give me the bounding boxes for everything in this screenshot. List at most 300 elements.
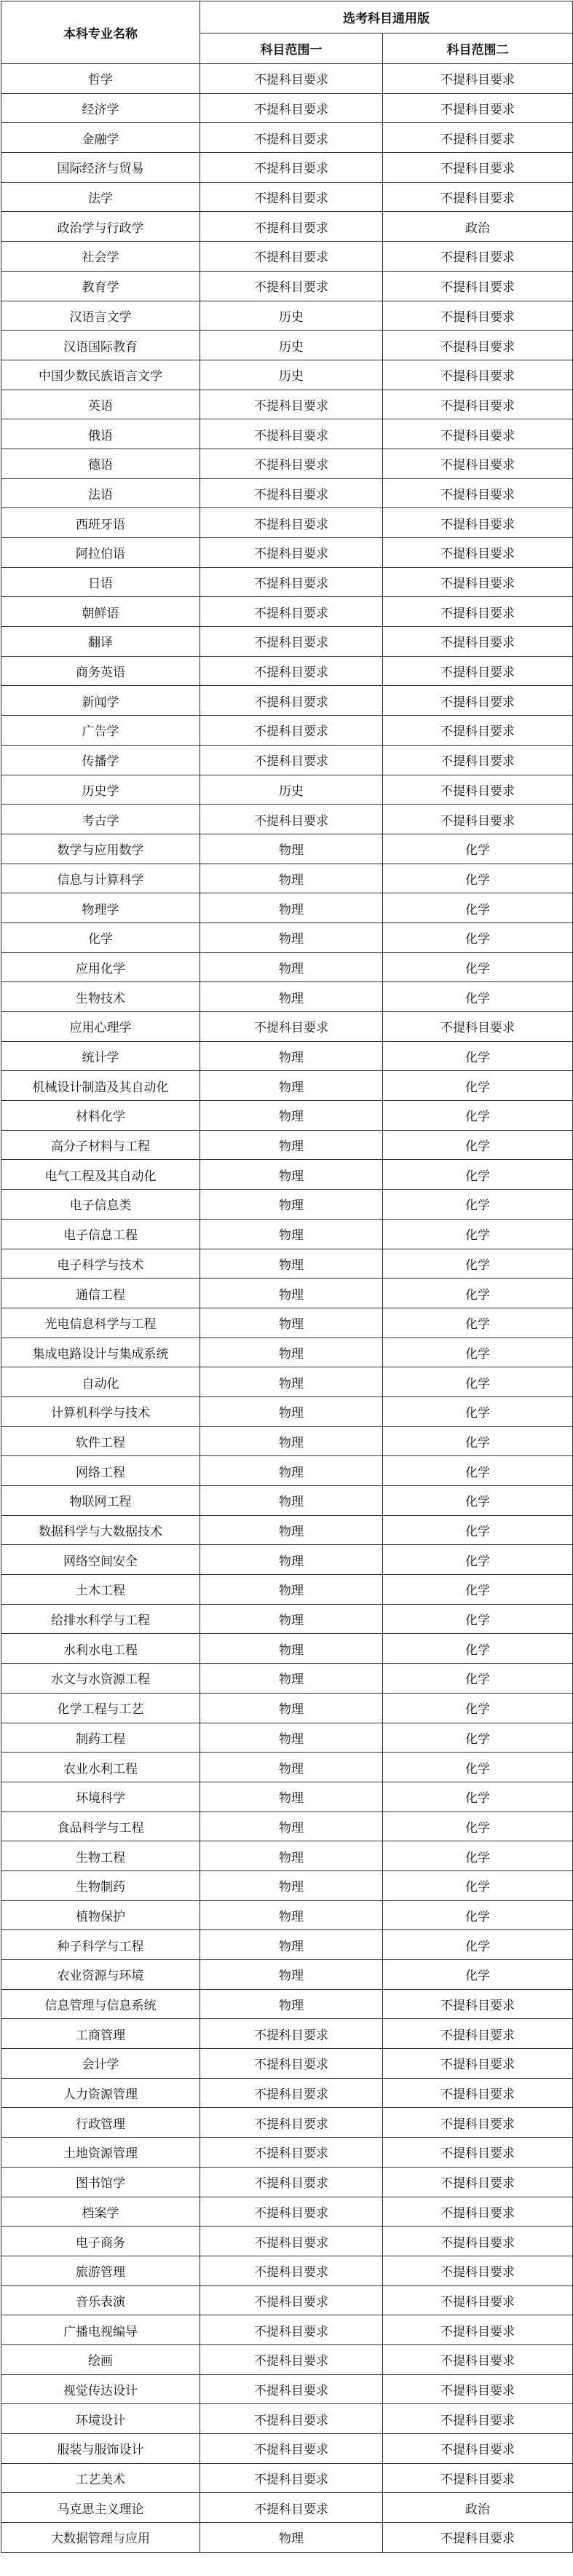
table-row [1,1426,573,1456]
range-one-cell: 不提科目要求 [200,2434,383,2464]
range-one-cell: 不提科目要求 [200,93,383,123]
range-one-cell: 不提科目要求 [200,242,383,272]
range-one-cell: 物理 [200,1190,383,1220]
major-name-cell: 电子科学与技术 [1,1249,200,1279]
major-name-cell: 教育学 [1,271,200,301]
header-row-top [1,1,573,33]
range-two-cell: 不提科目要求 [383,419,573,449]
table-row [1,2404,573,2434]
range-one-cell: 物理 [200,1515,383,1545]
major-name-cell: 机械设计制造及其自动化 [1,1071,200,1101]
table-row [1,2256,573,2285]
range-one-cell: 不提科目要求 [200,686,383,716]
range-two-cell: 不提科目要求 [383,182,573,212]
major-name-cell: 生物技术 [1,982,200,1012]
table-row [1,1308,573,1338]
major-name-cell: 水利水电工程 [1,1634,200,1664]
range-two-cell: 化学 [383,1308,573,1338]
table-row [1,2344,573,2374]
range-two-cell: 化学 [383,1545,573,1575]
table-row [1,419,573,449]
table-row [1,1841,573,1871]
table-row [1,301,573,331]
major-name-cell: 马克思主义理论 [1,2493,200,2523]
range-two-cell: 化学 [383,1101,573,1131]
table-row [1,1367,573,1397]
range-two-cell: 不提科目要求 [383,2315,573,2345]
table-row [1,2019,573,2049]
range-one-cell: 物理 [200,1989,383,2019]
range-one-cell: 不提科目要求 [200,1012,383,1042]
range-two-cell: 政治 [383,2493,573,2523]
range-two-cell: 不提科目要求 [383,1989,573,2019]
table-row [1,1279,573,1308]
range-one-cell: 物理 [200,1753,383,1782]
major-name-cell: 食品科学与工程 [1,1812,200,1841]
table-row [1,686,573,716]
range-two-cell: 化学 [383,1456,573,1486]
range-two-cell: 不提科目要求 [383,2227,573,2256]
range-one-cell: 物理 [200,1130,383,1160]
range-one-cell: 不提科目要求 [200,449,383,478]
range-one-cell: 不提科目要求 [200,123,383,153]
range-one-cell: 不提科目要求 [200,419,383,449]
range-one-cell: 不提科目要求 [200,212,383,242]
range-one-cell: 物理 [200,1782,383,1812]
major-name-cell: 德语 [1,449,200,478]
range-one-cell: 不提科目要求 [200,2049,383,2079]
range-two-cell: 不提科目要求 [383,2019,573,2049]
table-header [1,1,573,64]
table-row [1,1930,573,1960]
range-two-cell: 化学 [383,1634,573,1664]
major-name-cell: 计算机科学与技术 [1,1396,200,1426]
major-name-cell: 集成电路设计与集成系统 [1,1338,200,1367]
range-two-cell: 不提科目要求 [383,627,573,657]
table-row [1,271,573,301]
table-row [1,2315,573,2345]
range-two-cell: 不提科目要求 [383,2078,573,2108]
major-name-cell: 国际经济与贸易 [1,153,200,183]
major-name-cell: 农业资源与环境 [1,1960,200,1990]
range-two-cell: 不提科目要求 [383,716,573,746]
major-name-cell: 音乐表演 [1,2285,200,2315]
range-two-cell: 不提科目要求 [383,1012,573,1042]
range-one-cell: 不提科目要求 [200,2167,383,2197]
range-one-cell: 不提科目要求 [200,2227,383,2256]
major-name-cell: 朝鲜语 [1,597,200,627]
major-name-cell: 服装与服饰设计 [1,2434,200,2464]
range-one-cell: 物理 [200,1634,383,1664]
range-one-cell: 物理 [200,1870,383,1900]
range-one-cell: 物理 [200,1219,383,1249]
table-row [1,893,573,923]
range-one-cell: 不提科目要求 [200,2344,383,2374]
table-row [1,2374,573,2404]
major-name-cell: 电子商务 [1,2227,200,2256]
table-row [1,2049,573,2079]
range-one-cell: 物理 [200,1664,383,1694]
range-two-cell: 不提科目要求 [383,478,573,508]
major-name-cell: 日语 [1,567,200,597]
range-one-cell: 不提科目要求 [200,745,383,775]
major-name-cell: 化学工程与工艺 [1,1693,200,1723]
major-name-cell: 广播电视编导 [1,2315,200,2345]
range-one-cell: 物理 [200,1367,383,1397]
range-one-cell: 不提科目要求 [200,390,383,419]
range-one-cell: 不提科目要求 [200,2078,383,2108]
range-one-cell: 历史 [200,775,383,805]
range-two-cell: 化学 [383,1753,573,1782]
major-name-cell: 英语 [1,390,200,419]
major-name-cell: 电子信息类 [1,1190,200,1220]
table-row [1,805,573,834]
range-two-cell: 不提科目要求 [383,775,573,805]
table-row [1,242,573,272]
table-row [1,360,573,390]
range-two-cell: 不提科目要求 [383,567,573,597]
major-name-cell: 材料化学 [1,1101,200,1131]
range-one-cell: 不提科目要求 [200,478,383,508]
table-row [1,952,573,982]
table-row [1,597,573,627]
major-name-cell: 农业水利工程 [1,1753,200,1782]
table-row [1,538,573,568]
range-two-cell: 不提科目要求 [383,271,573,301]
major-name-cell: 商务英语 [1,656,200,686]
range-one-cell: 物理 [200,922,383,952]
major-name-cell: 给排水科学与工程 [1,1604,200,1634]
table-row [1,1545,573,1575]
range-two-cell: 化学 [383,1841,573,1871]
major-name-cell: 软件工程 [1,1426,200,1456]
major-name-cell: 数据科学与大数据技术 [1,1515,200,1545]
major-name-cell: 广告学 [1,716,200,746]
range-two-cell: 化学 [383,1664,573,1694]
table-row [1,1634,573,1664]
table-row [1,1101,573,1131]
table-row [1,716,573,746]
major-name-cell: 哲学 [1,64,200,94]
major-name-cell: 传播学 [1,745,200,775]
range-two-cell: 化学 [383,1071,573,1101]
range-two-cell: 不提科目要求 [383,331,573,360]
range-two-cell: 化学 [383,1426,573,1456]
major-name-cell: 种子科学与工程 [1,1930,200,1960]
major-name-cell: 历史学 [1,775,200,805]
range-two-cell: 不提科目要求 [383,360,573,390]
major-name-cell: 电子信息工程 [1,1219,200,1249]
range-one-cell: 不提科目要求 [200,716,383,746]
table-row [1,1456,573,1486]
table-row [1,2434,573,2464]
range-one-cell: 物理 [200,1575,383,1605]
range-two-cell: 化学 [383,1515,573,1545]
major-name-cell: 新闻学 [1,686,200,716]
range-two-cell: 化学 [383,1812,573,1841]
range-one-cell: 不提科目要求 [200,271,383,301]
range-two-cell: 化学 [383,864,573,893]
major-name-cell: 土地资源管理 [1,2138,200,2168]
table-row [1,1012,573,1042]
range-one-cell: 不提科目要求 [200,2138,383,2168]
range-one-cell: 不提科目要求 [200,2019,383,2049]
major-name-cell: 植物保护 [1,1900,200,1930]
table-row [1,627,573,657]
range-one-cell: 物理 [200,1338,383,1367]
table-row [1,2523,573,2553]
table-row [1,2227,573,2256]
range-one-cell: 物理 [200,1604,383,1634]
range-one-cell: 不提科目要求 [200,597,383,627]
table-row [1,567,573,597]
major-name-cell: 法语 [1,478,200,508]
table-row [1,1160,573,1190]
range-one-cell: 不提科目要求 [200,2493,383,2523]
range-two-cell: 不提科目要求 [383,2197,573,2227]
range-two-cell: 不提科目要求 [383,390,573,419]
major-name-cell: 大数据管理与应用 [1,2523,200,2553]
range-one-cell: 物理 [200,952,383,982]
table-row [1,449,573,478]
major-name-cell: 网络工程 [1,1456,200,1486]
range-two-cell: 化学 [383,982,573,1012]
table-row [1,1515,573,1545]
range-two-cell: 化学 [383,1279,573,1308]
range-two-header: 科目范围二 [383,33,573,64]
major-name-cell: 汉语言文学 [1,301,200,331]
table-row [1,478,573,508]
table-row [1,212,573,242]
range-one-cell: 不提科目要求 [200,2374,383,2404]
range-one-cell: 物理 [200,1249,383,1279]
range-two-cell: 不提科目要求 [383,597,573,627]
major-name-cell: 高分子材料与工程 [1,1130,200,1160]
range-two-cell: 不提科目要求 [383,153,573,183]
table-row [1,1753,573,1782]
range-two-cell: 化学 [383,1782,573,1812]
range-two-cell: 不提科目要求 [383,2167,573,2197]
table-row [1,1664,573,1694]
table-row [1,2463,573,2493]
range-one-cell: 物理 [200,1930,383,1960]
table-row [1,982,573,1012]
major-name-cell: 水文与水资源工程 [1,1664,200,1694]
range-one-cell: 历史 [200,301,383,331]
range-two-cell: 不提科目要求 [383,2463,573,2493]
range-two-cell: 不提科目要求 [383,2285,573,2315]
table-row [1,1693,573,1723]
range-two-cell: 化学 [383,1367,573,1397]
range-two-cell: 化学 [383,1396,573,1426]
major-name-cell: 中国少数民族语言文学 [1,360,200,390]
range-one-cell: 不提科目要求 [200,805,383,834]
table-row [1,2108,573,2138]
range-two-cell: 不提科目要求 [383,2344,573,2374]
range-two-cell: 化学 [383,922,573,952]
table-row [1,2493,573,2523]
major-name-cell: 统计学 [1,1041,200,1071]
major-name-cell: 光电信息科学与工程 [1,1308,200,1338]
major-name-cell: 会计学 [1,2049,200,2079]
table-row [1,123,573,153]
major-name-cell: 通信工程 [1,1279,200,1308]
table-row [1,2138,573,2168]
table-row [1,834,573,864]
table-row [1,2197,573,2227]
range-two-cell: 化学 [383,1604,573,1634]
range-two-cell: 不提科目要求 [383,93,573,123]
range-one-cell: 不提科目要求 [200,2404,383,2434]
range-two-cell: 不提科目要求 [383,2256,573,2285]
range-two-cell: 不提科目要求 [383,2049,573,2079]
table-row [1,1812,573,1841]
range-one-cell: 物理 [200,864,383,893]
range-two-cell: 不提科目要求 [383,2523,573,2553]
range-one-cell: 物理 [200,1723,383,1753]
range-two-cell: 化学 [383,1249,573,1279]
range-two-cell: 化学 [383,834,573,864]
range-one-cell: 物理 [200,982,383,1012]
major-name-cell: 翻译 [1,627,200,657]
table-row [1,1575,573,1605]
range-one-cell: 历史 [200,331,383,360]
range-two-cell: 化学 [383,1190,573,1220]
range-one-cell: 不提科目要求 [200,2197,383,2227]
range-one-cell: 不提科目要求 [200,508,383,538]
major-name-cell: 环境设计 [1,2404,200,2434]
major-name-cell: 生物工程 [1,1841,200,1871]
major-name-cell: 绘画 [1,2344,200,2374]
range-two-cell: 化学 [383,1338,573,1367]
table-row [1,656,573,686]
table-row [1,390,573,419]
range-one-cell: 不提科目要求 [200,2315,383,2345]
group-title-header: 选考科目通用版 [200,1,573,33]
table-row [1,2167,573,2197]
range-one-cell: 物理 [200,1041,383,1071]
range-two-cell: 不提科目要求 [383,686,573,716]
major-name-cell: 制药工程 [1,1723,200,1753]
range-one-cell: 物理 [200,1812,383,1841]
table-row [1,1396,573,1426]
range-one-cell: 物理 [200,1960,383,1990]
table-row [1,1249,573,1279]
range-two-cell: 不提科目要求 [383,64,573,94]
major-name-cell: 化学 [1,922,200,952]
range-two-cell: 化学 [383,1130,573,1160]
subject-requirements-table [1,1,573,2553]
major-name-cell: 考古学 [1,805,200,834]
major-name-cell: 档案学 [1,2197,200,2227]
major-name-header: 本科专业名称 [1,1,200,64]
major-name-cell: 政治学与行政学 [1,212,200,242]
major-name-cell: 旅游管理 [1,2256,200,2285]
range-two-cell: 不提科目要求 [383,2404,573,2434]
range-one-header: 科目范围一 [200,33,383,64]
range-one-cell: 物理 [200,1693,383,1723]
major-name-cell: 视觉传达设计 [1,2374,200,2404]
range-two-cell: 不提科目要求 [383,2108,573,2138]
range-two-cell: 化学 [383,1041,573,1071]
range-two-cell: 化学 [383,1160,573,1190]
range-one-cell: 物理 [200,1456,383,1486]
table-row [1,745,573,775]
range-two-cell: 化学 [383,1723,573,1753]
range-one-cell: 不提科目要求 [200,2463,383,2493]
range-one-cell: 物理 [200,834,383,864]
range-one-cell: 物理 [200,1160,383,1190]
major-name-cell: 工商管理 [1,2019,200,2049]
range-two-cell: 不提科目要求 [383,538,573,568]
range-one-cell: 不提科目要求 [200,2256,383,2285]
range-two-cell: 化学 [383,1575,573,1605]
table-row [1,1190,573,1220]
major-name-cell: 环境科学 [1,1782,200,1812]
major-name-cell: 电气工程及其自动化 [1,1160,200,1190]
range-two-cell: 化学 [383,1486,573,1516]
range-two-cell: 不提科目要求 [383,449,573,478]
major-name-cell: 应用化学 [1,952,200,982]
table-row [1,1782,573,1812]
major-name-cell: 汉语国际教育 [1,331,200,360]
table-row [1,864,573,893]
range-one-cell: 历史 [200,360,383,390]
table-row [1,182,573,212]
table-row [1,2078,573,2108]
range-one-cell: 物理 [200,893,383,923]
table-row [1,1130,573,1160]
major-name-cell: 工艺美术 [1,2463,200,2493]
range-two-cell: 不提科目要求 [383,301,573,331]
table-row [1,1900,573,1930]
range-two-cell: 化学 [383,1960,573,1990]
table-row [1,1723,573,1753]
table-row [1,1870,573,1900]
major-name-cell: 自动化 [1,1367,200,1397]
major-name-cell: 土木工程 [1,1575,200,1605]
range-two-cell: 不提科目要求 [383,242,573,272]
range-two-cell: 化学 [383,952,573,982]
major-name-cell: 行政管理 [1,2108,200,2138]
table-row [1,1604,573,1634]
table-row [1,1041,573,1071]
range-one-cell: 物理 [200,1841,383,1871]
table-row [1,93,573,123]
range-one-cell: 物理 [200,1426,383,1456]
range-one-cell: 不提科目要求 [200,2108,383,2138]
major-name-cell: 图书馆学 [1,2167,200,2197]
table-row [1,153,573,183]
range-two-cell: 政治 [383,212,573,242]
range-one-cell: 不提科目要求 [200,182,383,212]
table-row [1,1960,573,1990]
table-row [1,64,573,94]
range-two-cell: 不提科目要求 [383,2434,573,2464]
range-one-cell: 物理 [200,1071,383,1101]
major-name-cell: 经济学 [1,93,200,123]
table-row [1,1486,573,1516]
range-one-cell: 不提科目要求 [200,627,383,657]
major-name-cell: 人力资源管理 [1,2078,200,2108]
table-row [1,1989,573,2019]
range-two-cell: 化学 [383,1900,573,1930]
major-name-cell: 生物制药 [1,1870,200,1900]
major-name-cell: 俄语 [1,419,200,449]
range-one-cell: 物理 [200,2523,383,2553]
table-row [1,922,573,952]
range-one-cell: 物理 [200,1279,383,1308]
